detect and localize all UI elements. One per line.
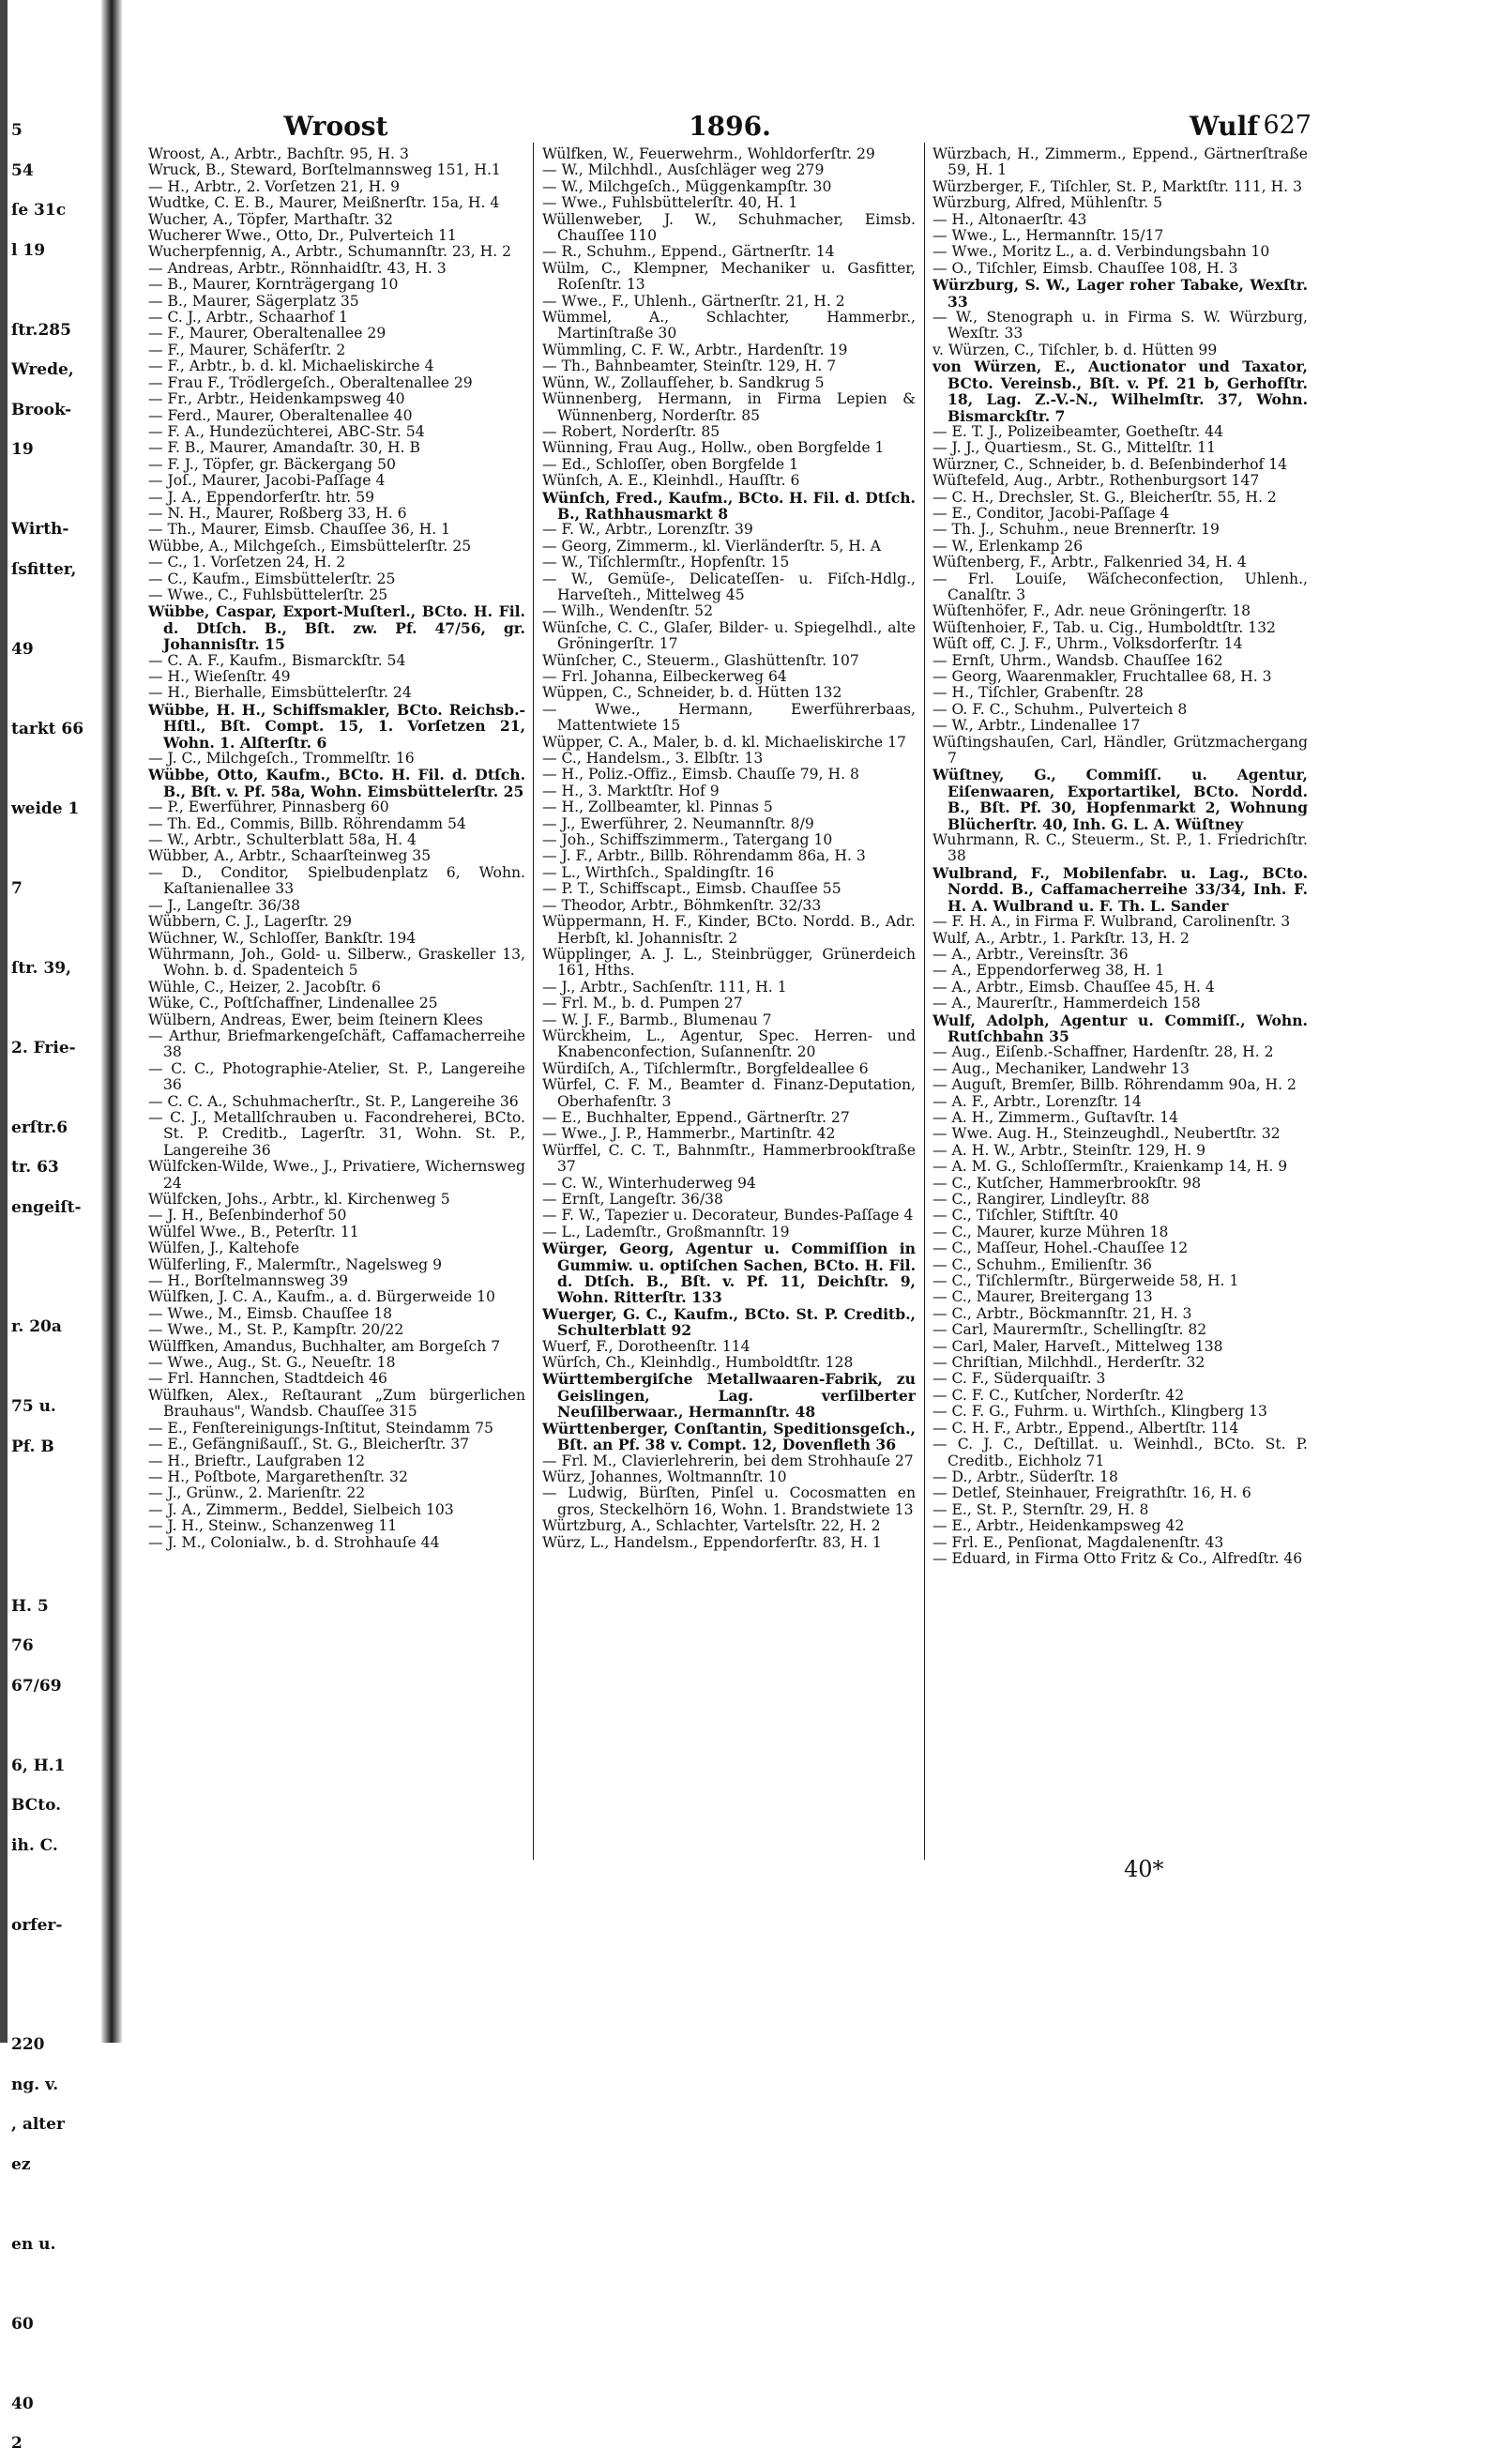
header-year: 1896. (689, 111, 771, 142)
previous-page-fragment: 75 u. (11, 1397, 56, 1416)
previous-page-fragment: Brook- (11, 400, 72, 419)
directory-entry: — Georg, Waarenmakler, Fruchtallee 68, H. 3 (932, 668, 1272, 685)
directory-entry: Württenberger, Conſtantin, Speditionsgeſch., Bſt. an Pf. 38 v. Compt. 12, Dovenfleth 36 (542, 1419, 916, 1454)
directory-entry: — C. H., Drechsler, St. G., Bleicherſtr. 55, H. 2 (932, 488, 1277, 506)
directory-entry: Wünning, Frau Aug., Hollw., oben Borgfelde 1 (542, 439, 885, 457)
directory-entry: Würz, Johannes, Woltmannſtr. 10 (542, 1468, 787, 1485)
directory-entry: Wucherpfennig, A., Arbtr., Schumannſtr. 23, H. 2 (148, 243, 512, 261)
directory-entry: — Wwe., M., St. P., Kampſtr. 20/22 (148, 1321, 404, 1339)
directory-entry: — C. H. F., Arbtr., Eppend., Albertſtr. 114 (932, 1419, 1239, 1437)
directory-entry: — Wwe. Aug. H., Steinzeughdl., Neubertſtr. 32 (932, 1125, 1281, 1143)
directory-entry: — B., Maurer, Kornträgergang 10 (148, 276, 399, 294)
directory-entry: — A. F., Arbtr., Lorenzſtr. 14 (932, 1092, 1142, 1110)
directory-entry: — E. T. J., Polizeibeamter, Goetheſtr. 44 (932, 422, 1224, 440)
directory-entry: Wülbern, Andreas, Ewer, beim ſteinern Klees (148, 1011, 483, 1028)
directory-entry: Wüſtenberg, F., Arbtr., Falkenried 34, H. 4 (932, 554, 1247, 571)
directory-entry: Wulbrand, F., Mobilenfabr. u. Lag., BCto. Nordd. B., Caffamacherreihe 33/34, Inh. F. H. A. Wulbrand u. F. Th. L. Sander (932, 863, 1308, 915)
directory-column-2 (542, 146, 916, 1551)
directory-entry: — W. J. F., Barmb., Blumenau 7 (542, 1011, 772, 1028)
directory-entry: — H., Wieſenſtr. 49 (148, 668, 291, 685)
directory-entry: — J. F., Arbtr., Billb. Röhrendamm 86a, H. 3 (542, 847, 866, 865)
directory-entry: — Th., Bahnbeamter, Steinſtr. 129, H. 7 (542, 357, 837, 375)
directory-entry: Wüſtefeld, Aug., Arbtr., Rothenburgsort 147 (932, 472, 1260, 490)
directory-entry: — C., Handelsm., 3. Elbſtr. 13 (542, 750, 764, 768)
previous-page-fragment: tr. 63 (11, 1158, 59, 1177)
directory-entry: — O., Tiſchler, Eimsb. Chauſſee 108, H. 3 (932, 259, 1238, 277)
previous-page-fragment (11, 1467, 105, 1507)
directory-page (148, 111, 1311, 1882)
directory-entry: — Frl. M., b. d. Pumpen 27 (542, 995, 743, 1012)
directory-entry: — Wwe., Moritz L., a. d. Verbindungsbahn 10 (932, 243, 1270, 261)
directory-entry: Würtzburg, A., Schlachter, Vartelsſtr. 22, H. 2 (542, 1517, 881, 1535)
directory-column-1 (148, 146, 525, 1551)
previous-page-fragment: 76 (11, 1636, 34, 1655)
directory-entry: von Würzen, E., Auctionator und Taxator, BCto. Vereinsb., Bſt. v. Pf. 21 b, Gerhofſtr. 18, Lag. Z.-V.-N., Wilhelmſtr. 37, Wohn. Bismarckſtr. 7 (932, 357, 1308, 425)
previous-page-margin (0, 0, 113, 2453)
previous-page-fragment (11, 1068, 105, 1108)
directory-entry: — L., Lademſtr., Großmannſtr. 19 (542, 1223, 790, 1240)
directory-entry: Wulf, A., Arbtr., 1. Parkſtr. 13, H. 2 (932, 929, 1190, 947)
directory-entry: — W., Milchhdl., Ausſchläger weg 279 (542, 161, 825, 179)
directory-entry: — Wwe., J. P., Hammerbr., Martinſtr. 42 (542, 1125, 836, 1143)
previous-page-fragment (11, 1865, 105, 1906)
directory-entry: — E., St. P., Sternſtr. 29, H. 8 (932, 1500, 1149, 1518)
directory-entry: — H., Zollbeamter, kl. Pinnas 5 (542, 799, 773, 816)
directory-entry: — Frl. Hannchen, Stadtdeich 46 (148, 1370, 387, 1388)
directory-entry: Wüllenweber, J. W., Schuhmacher, Eimsb. Chauſſee 110 (542, 210, 916, 245)
previous-page-fragment: 54 (11, 160, 34, 180)
previous-page-fragment: 2. Frie- (11, 1038, 76, 1057)
directory-entry: — C. J. C., Deſtillat. u. Weinhdl., BCto. St. P. Creditb., Eichholz 71 (932, 1436, 1308, 1469)
directory-entry: — H., Altonaerſtr. 43 (932, 210, 1087, 228)
directory-entry: — Wwe., Fuhlsbüttelerſtr. 40, H. 1 (542, 194, 798, 212)
previous-page-fragment (11, 470, 105, 510)
directory-entry: Wünſch, A. E., Kleinhdl., Hauſſtr. 6 (542, 472, 800, 490)
directory-entry: — C., Maurer, kurze Mühren 18 (932, 1223, 1169, 1240)
directory-entry: — F. W., Arbtr., Lorenzſtr. 39 (542, 521, 753, 539)
directory-entry: — A., Arbtr., Vereinsſtr. 36 (932, 945, 1129, 963)
previous-page-fragment: ez (11, 2154, 31, 2174)
previous-page-fragment: ſe 31c (11, 201, 67, 220)
directory-entry: — C., Kutſcher, Hammerbrookſtr. 98 (932, 1174, 1202, 1192)
directory-entry: Wübbern, C. J., Lagerſtr. 29 (148, 913, 353, 931)
directory-entry: — J. A., Eppendorferſtr. htr. 59 (148, 488, 375, 506)
directory-entry: — Frl. Johanna, Eilbeckerweg 64 (542, 668, 787, 685)
previous-page-fragment: ſsfitter, (11, 559, 77, 579)
directory-entry: — Ernſt, Langeſtr. 36/38 (542, 1191, 723, 1208)
directory-entry: Wüppen, C., Schneider, b. d. Hütten 132 (542, 684, 842, 702)
directory-entry: — C. F. C., Kutſcher, Norderſtr. 42 (932, 1386, 1185, 1404)
directory-entry: Wülfken, W., Feuerwehrm., Wohldorferſtr. 29 (542, 145, 875, 162)
directory-entry: Wülfken, J. C. A., Kaufm., a. d. Bürgerweide 10 (148, 1288, 495, 1306)
directory-entry: Würdiſch, A., Tiſchlermſtr., Borgfeldeallee 6 (542, 1059, 869, 1077)
directory-entry: — A. H., Zimmerm., Guſtavſtr. 14 (932, 1108, 1179, 1126)
directory-entry: — F. A., Hundezüchterei, ABC-Str. 54 (148, 422, 425, 440)
directory-entry: Wümmel, A., Schlachter, Hammerbr., Martinſtraße 30 (542, 309, 916, 342)
directory-entry: — D., Arbtr., Süderſtr. 18 (932, 1468, 1118, 1485)
directory-entry: — F. H. A., in Firma F. Wulbrand, Carolinenſtr. 3 (932, 913, 1291, 931)
directory-entry: Wülm, C., Klempner, Mechaniker u. Gasfitter, Roſenſtr. 13 (542, 259, 916, 294)
directory-entry: — Wwe., Hermann, Ewerführerbaas, Mattentwiete 15 (542, 700, 916, 735)
header-left-keyword: Wroost (283, 111, 388, 142)
directory-entry: Wroost, A., Arbtr., Bachſtr. 95, H. 3 (148, 145, 409, 162)
directory-entry: Wülfen, J., Kaltehofe (148, 1240, 300, 1257)
directory-entry: — C. C. A., Schuhmacherſtr., St. P., Langereihe 36 (148, 1092, 519, 1110)
directory-entry: Wünnenberg, Hermann, in Firma Lepien & Wünnenberg, Norderſtr. 85 (542, 390, 916, 424)
header-right-keyword: Wulf (1190, 111, 1259, 142)
directory-entry: — A. H. W., Arbtr., Steinſtr. 129, H. 9 (932, 1141, 1205, 1159)
directory-entry: — C., Tiſchler, Stiftſtr. 40 (932, 1207, 1119, 1224)
directory-entry: — Joh., Schiffszimmerm., Tatergang 10 (542, 831, 833, 849)
directory-entry: Wuerger, G. C., Kaufm., BCto. St. P. Creditb., Schulterblatt 92 (542, 1304, 916, 1340)
directory-entry: — Th. J., Schuhm., neue Brennerſtr. 19 (932, 521, 1220, 539)
directory-entry: — O. F. C., Schuhm., Pulverteich 8 (932, 700, 1188, 718)
previous-page-fragment: 19 (11, 440, 34, 459)
directory-entry: Wüke, C., Poſtſchaffner, Lindenallee 25 (148, 995, 438, 1012)
directory-entry: Wümmling, C. F. W., Arbtr., Hardenſtr. 19 (542, 341, 848, 358)
previous-page-fragment (11, 988, 105, 1028)
previous-page-fragment (11, 2344, 105, 2384)
directory-entry: v. Würzen, C., Tiſchler, b. d. Hütten 99 (932, 341, 1218, 358)
directory-entry: — F. B., Maurer, Amandaſtr. 30, H. B (148, 439, 420, 457)
directory-entry: — A. M. G., Schloſſermſtr., Kraienkamp 14, H. 9 (932, 1158, 1288, 1176)
directory-entry: Wülfken, Alex., Reſtaurant „Zum bürgerlichen Brauhaus", Wandsb. Chauſſee 315 (148, 1386, 525, 1421)
directory-entry: Wüpplinger, A. J. L., Steinbrügger, Grünerdeich 161, Hths. (542, 945, 916, 980)
directory-entry: — F., Maurer, Oberaltenallee 29 (148, 325, 387, 342)
directory-entry: — P. T., Schiffscapt., Eimsb. Chauſſee 55 (542, 880, 841, 898)
directory-entry: — W., Arbtr., Lindenallee 17 (932, 717, 1141, 735)
directory-entry: — H., Brieftr., Laufgraben 12 (148, 1452, 366, 1469)
book-gutter (101, 0, 122, 2043)
directory-entry: — Georg, Zimmerm., kl. Vierländerſtr. 5, H. A (542, 537, 882, 555)
directory-entry: Wüſtenhöfer, F., Adr. neue Gröningerſtr. 18 (932, 602, 1251, 620)
previous-page-fragment: Pf. B (11, 1437, 54, 1456)
column-divider (533, 143, 534, 1860)
directory-entry: Wübbe, Otto, Kaufm., BCto. H. Fil. d. Dtſch. B., Bſt. v. Pf. 58a, Wohn. Eimsbüttelerſtr. 25 (148, 766, 525, 800)
directory-entry: — J., Grünw., 2. Marienſtr. 22 (148, 1484, 366, 1502)
directory-entry: — F. J., Töpfer, gr. Bäckergang 50 (148, 455, 396, 473)
previous-page-fragment: l 19 (11, 240, 46, 260)
directory-entry: Wülfcken, Johs., Arbtr., kl. Kirchenweg 5 (148, 1191, 450, 1208)
directory-entry: — Wwe., Aug., St. G., Neueſtr. 18 (148, 1354, 396, 1372)
directory-entry: — C. J., Metallſchrauben u. Facondreherei, BCto. St. P. Creditb., Lagerſtr. 31, Wohn. St. P., Langereihe 36 (148, 1108, 525, 1159)
directory-entry: — Chriſtian, Milchhdl., Herderſtr. 32 (932, 1354, 1205, 1372)
directory-entry: — H., Bierhalle, Eimsbüttelerſtr. 24 (148, 684, 412, 702)
directory-entry: — W., Stenograph u. in Firma S. W. Würzburg, Wexſtr. 33 (932, 309, 1308, 342)
directory-entry: — R., Schuhm., Eppend., Gärtnerſtr. 14 (542, 243, 835, 261)
directory-entry: Wübber, A., Arbtr., Schaarſteinweg 35 (148, 847, 432, 865)
directory-entry: — E., Gefängnißauſſ., St. G., Bleicherſtr. 37 (148, 1436, 470, 1453)
directory-entry: Württembergiſche Metallwaaren-Fabrik, zu Geislingen, Lag. verſilberter Neuſilberwaar., Hermannſtr. 48 (542, 1370, 916, 1422)
directory-entry: — Th., Maurer, Eimsb. Chauſſee 36, H. 1 (148, 521, 451, 539)
directory-entry: — Wwe., C., Fuhlsbüttelerſtr. 25 (148, 586, 388, 603)
directory-entry: Wünſche, C. C., Glaſer, Bilder- u. Spiegelhdl., alte Gröningerſtr. 17 (542, 618, 916, 653)
previous-page-fragment (11, 829, 105, 869)
directory-entry: — C., Tiſchlermſtr., Bürgerweide 58, H. 1 (932, 1272, 1239, 1290)
directory-entry: Würzberger, F., Tiſchler, St. P., Marktſtr. 111, H. 3 (932, 177, 1303, 195)
directory-entry: — C., Maſſeur, Hohel.-Chauſſee 12 (932, 1240, 1189, 1257)
directory-entry: — C. J., Arbtr., Schaarhof 1 (148, 309, 348, 327)
directory-entry: — Robert, Norderſtr. 85 (542, 422, 720, 440)
directory-entry: — Wwe., L., Hermannſtr. 15/17 (932, 227, 1164, 245)
directory-entry: — W., Erlenkamp 26 (932, 537, 1084, 555)
directory-entry: Würffel, C. C. T., Bahnmſtr., Hammerbrookſtraße 37 (542, 1141, 916, 1176)
directory-entry: — Aug., Mechaniker, Landwehr 13 (932, 1059, 1190, 1077)
directory-entry: — H., Borſtelmannsweg 39 (148, 1272, 349, 1290)
directory-entry: Wübbe, A., Milchgeſch., Eimsbüttelerſtr. 25 (148, 537, 472, 555)
directory-entry: — Frau F., Trödlergeſch., Oberaltenallee 29 (148, 373, 473, 391)
directory-entry: Wührmann, Joh., Gold- u. Silberw., Graskeller 13, Wohn. b. d. Spadenteich 5 (148, 945, 525, 980)
previous-page-fragment: ſtr.285 (11, 320, 71, 340)
directory-entry: Wuerf, F., Dorotheenſtr. 114 (542, 1337, 750, 1355)
previous-page-fragments (11, 111, 105, 2464)
directory-entry: Würſch, Ch., Kleinhdlg., Humboldtſtr. 128 (542, 1354, 854, 1372)
previous-page-fragment: Wirth- (11, 520, 69, 539)
previous-page-fragment: BCto. (11, 1796, 62, 1815)
directory-entry: Wühle, C., Heizer, 2. Jacobſtr. 6 (148, 978, 381, 996)
directory-entry: — J., Arbtr., Sachſenſtr. 111, H. 1 (542, 978, 787, 996)
page-header (148, 111, 1311, 144)
book-edge-shadow (0, 0, 8, 2043)
previous-page-fragment: en u. (11, 2234, 56, 2254)
directory-entry: — C. F., Süderquaiſtr. 3 (932, 1370, 1106, 1388)
page-number: 627 (1263, 111, 1311, 140)
previous-page-fragment (11, 589, 105, 630)
directory-entry: Würger, Georg, Agentur u. Commiſſion in Gummiw. u. optiſchen Sachen, BCto. H. Fil. d. Dtſch. B., Bſt. v. Pf. 11, Deichſtr. 9, Wohn. Ritterſtr. 133 (542, 1240, 916, 1307)
directory-entry: — D., Conditor, Spielbudenplatz 6, Wohn. Kaſtanienallee 33 (148, 863, 525, 898)
directory-entry: — H., Arbtr., 2. Vorſetzen 21, H. 9 (148, 177, 401, 195)
directory-entry: — H., 3. Marktſtr. Hof 9 (542, 782, 720, 799)
directory-entry: Wülferling, F., Malermſtr., Nagelsweg 9 (148, 1255, 442, 1273)
directory-entry: — J., Ewerführer, 2. Neumannſtr. 8/9 (542, 814, 814, 832)
directory-entry: — P., Ewerführer, Pinnasberg 60 (148, 799, 389, 816)
previous-page-fragment (11, 1227, 105, 1268)
directory-entry: Wucherer Wwe., Otto, Dr., Pulverteich 11 (148, 227, 457, 245)
directory-entry: — Wwe., M., Eimsb. Chauſſee 18 (148, 1304, 393, 1322)
directory-entry: — Wilh., Wendenſtr. 52 (542, 602, 714, 620)
previous-page-fragment: tarkt 66 (11, 719, 84, 738)
previous-page-fragment: r. 20a (11, 1317, 62, 1336)
previous-page-fragment: 2 (11, 2434, 23, 2453)
directory-entry: Wulf, Adolph, Agentur u. Commiſſ., Wohn. Rutſchbahn 35 (932, 1011, 1308, 1045)
directory-entry: Würzbach, H., Zimmerm., Eppend., Gärtnerſtraße 59, H. 1 (932, 145, 1308, 179)
directory-entry: — Auguſt, Bremſer, Billb. Röhrendamm 90a, H. 2 (932, 1076, 1296, 1094)
directory-entry: — Detlef, Steinhauer, Freigrathſtr. 16, H. 6 (932, 1484, 1251, 1502)
previous-page-fragment (11, 1268, 105, 1308)
directory-entry: — Wwe., F., Uhlenh., Gärtnerſtr. 21, H. 2 (542, 292, 845, 310)
previous-page-fragment (11, 1985, 105, 2026)
previous-page-fragment: erſtr.6 (11, 1118, 68, 1137)
directory-entry: — Ed., Schloſſer, oben Borgfelde 1 (542, 455, 799, 473)
previous-page-fragment (11, 2264, 105, 2304)
directory-entry: — Aug., Eiſenb.-Schaffner, Hardenſtr. 28, H. 2 (932, 1043, 1274, 1061)
directory-entry: — N. H., Maurer, Roßberg 33, H. 6 (148, 504, 407, 522)
directory-entry: — C., Rangirer, Lindleyſtr. 88 (932, 1191, 1150, 1208)
directory-entry: Wübbe, Caspar, Export-Muſterl., BCto. H. Fil. d. Dtſch. B., Bſt. zw. Pf. 47/56, gr. Johannisſtr. 15 (148, 602, 525, 654)
directory-entry: Wübbe, H. H., Schiffsmakler, BCto. Reichsb.-Hſtl., Bſt. Compt. 15, 1. Vorſetzen 21, Wohn. 1. Alſterſtr. 6 (148, 700, 525, 752)
directory-entry: Wüchner, W., Schloſſer, Bankſtr. 194 (148, 929, 417, 947)
directory-entry: — Frl. E., Penſionat, Magdalenenſtr. 43 (932, 1533, 1224, 1551)
directory-entry: — Andreas, Arbtr., Rönnhaidſtr. 43, H. 3 (148, 259, 447, 277)
directory-entry: Wülfel Wwe., B., Peterſtr. 11 (148, 1223, 359, 1240)
previous-page-fragment: 5 (11, 121, 23, 140)
directory-entry: Wudtke, C. E. B., Maurer, Meißnerſtr. 15a, H. 4 (148, 194, 500, 212)
directory-entry: — C. C., Photographie-Atelier, St. P., Langereihe 36 (148, 1059, 525, 1094)
previous-page-fragment (11, 270, 105, 311)
directory-entry: — W., Arbtr., Schulterblatt 58a, H. 4 (148, 831, 417, 849)
directory-entry: — H., Poſtbote, Margarethenſtr. 32 (148, 1468, 408, 1485)
previous-page-fragment: weide 1 (11, 799, 80, 818)
directory-entry: — E., Buchhalter, Eppend., Gärtnerſtr. 27 (542, 1108, 850, 1126)
directory-entry: — C. W., Winterhuderweg 94 (542, 1174, 756, 1192)
previous-page-fragment: 40 (11, 2394, 34, 2413)
directory-entry: Wruck, B., Steward, Borſtelmannsweg 151, H.1 (148, 161, 501, 179)
directory-entry: — J. H., Beſenbinderhof 50 (148, 1207, 347, 1224)
previous-page-fragment: 67/69 (11, 1676, 62, 1696)
directory-entry: — H., Poliz.-Offiz., Eimsb. Chauſſe 79, H. 8 (542, 766, 859, 783)
directory-entry: — Arthur, Briefmarkengeſchäft, Caffamacherreihe 38 (148, 1027, 525, 1061)
directory-entry: Würckheim, L., Agentur, Spec. Herren- und Knabenconfection, Suſannenſtr. 20 (542, 1027, 916, 1061)
directory-entry: — J. C., Milchgeſch., Trommelſtr. 16 (148, 750, 415, 768)
previous-page-fragment: 6, H.1 (11, 1756, 66, 1775)
directory-entry: — Eduard, in Firma Otto Fritz & Co., Alfredſtr. 46 (932, 1549, 1303, 1567)
directory-entry: Wülffken, Amandus, Buchhalter, am Borgeſch 7 (148, 1337, 501, 1355)
directory-entry: — E., Arbtr., Heidenkampsweg 42 (932, 1517, 1185, 1535)
directory-entry: — Carl, Maler, Harveſt., Mittelweg 138 (932, 1337, 1223, 1355)
previous-page-fragment (11, 749, 105, 789)
directory-entry: — Carl, Maurermſtr., Schellingſtr. 82 (932, 1321, 1207, 1339)
directory-entry: — J. M., Colonialw., b. d. Strohhauſe 44 (148, 1533, 440, 1551)
directory-entry: — Frl. M., Clavierlehrerin, bei dem Strohhauſe 27 (542, 1452, 914, 1469)
directory-entry: — H., Tiſchler, Grabenſtr. 28 (932, 684, 1144, 702)
directory-entry: Wüppermann, H. F., Kinder, BCto. Nordd. B., Adr. Herbſt, kl. Johannisſtr. 2 (542, 913, 916, 947)
directory-entry: — Ludwig, Bürſten, Pinſel u. Cocosmatten en gros, Steckelhörn 16, Wohn. 1. Brandstwiete 13 (542, 1484, 916, 1518)
directory-entry: — A., Eppendorferweg 38, H. 1 (932, 962, 1165, 980)
previous-page-fragment (11, 908, 105, 949)
directory-column-3 (932, 146, 1308, 1567)
directory-entry: — Fr., Arbtr., Heidenkampsweg 40 (148, 390, 405, 408)
directory-entry: Wüſtenhoier, F., Tab. u. Cig., Humboldtſtr. 132 (932, 618, 1276, 636)
previous-page-fragment: H. 5 (11, 1596, 49, 1616)
previous-page-fragment (11, 1546, 105, 1587)
directory-entry: — E., Conditor, Jacobi-Paſſage 4 (932, 504, 1170, 522)
printer-signature: 40* (1124, 1856, 1164, 1882)
directory-entry: Wülfcken-Wilde, Wwe., J., Privatiere, Wichernsweg 24 (148, 1158, 525, 1192)
previous-page-fragment: 60 (11, 2314, 34, 2334)
column-divider (924, 143, 925, 1860)
directory-entry: — C., Arbtr., Böckmannſtr. 21, H. 3 (932, 1304, 1192, 1322)
directory-entry: — Joſ., Maurer, Jacobi-Paſſage 4 (148, 472, 386, 490)
previous-page-fragment (11, 2184, 105, 2225)
previous-page-fragment: ng. v. (11, 2075, 59, 2094)
previous-page-fragment: , alter (11, 2115, 65, 2134)
directory-entry: — F., Maurer, Schäferſtr. 2 (148, 341, 346, 358)
directory-entry: Wucher, A., Töpfer, Marthaſtr. 32 (148, 210, 393, 228)
previous-page-fragment: ſtr. 39, (11, 958, 71, 978)
directory-entry: Würfel, C. F. M., Beamter d. Finanz-Deputation, Oberhafenſtr. 3 (542, 1076, 916, 1110)
directory-entry: Wüpper, C. A., Maler, b. d. kl. Michaeliskirche 17 (542, 733, 906, 751)
directory-entry: — L., Wirthſch., Spaldingſtr. 16 (542, 863, 775, 881)
previous-page-fragment: ih. C. (11, 1835, 58, 1855)
directory-entry: — J. A., Zimmerm., Beddel, Sielbeich 103 (148, 1500, 454, 1518)
directory-entry: Würz, L., Handelsm., Eppendorferſtr. 83, H. 1 (542, 1533, 882, 1551)
directory-entry: Wuhrmann, R. C., Steuerm., St. P., 1. Friedrichſtr. 38 (932, 831, 1308, 865)
directory-entry: — Ernſt, Uhrm., Wandsb. Chauſſee 162 (932, 651, 1223, 669)
directory-entry: Wüſtney, G., Commiſſ. u. Agentur, Eiſenwaaren, Exportartikel, BCto. Nordd. B., Bſt. Pf. 30, Hopfenmarkt 2, Wohnung Blücherſtr. 40, Inh. G. L. A. Wüſtney (932, 766, 1308, 833)
directory-entry: — C., Maurer, Breitergang 13 (932, 1288, 1153, 1306)
directory-entry: Wüſt off, C. J. F., Uhrm., Volksdorferſtr. 14 (932, 635, 1243, 653)
directory-entry: Würzburg, S. W., Lager roher Tabake, Wexſtr. 33 (932, 276, 1308, 311)
directory-entry: — Frl. Louiſe, Wäſcheconfection, Uhlenh., Canalſtr. 3 (932, 570, 1308, 603)
directory-entry: — C., Schuhm., Emilienſtr. 36 (932, 1255, 1152, 1273)
directory-entry: Würzner, C., Schneider, b. d. Beſenbinderhof 14 (932, 455, 1288, 473)
directory-entry: — A., Maurerſtr., Hammerdeich 158 (932, 995, 1201, 1012)
previous-page-fragment: 49 (11, 639, 34, 659)
previous-page-fragment: engeiſt- (11, 1197, 82, 1217)
directory-entry: — W., Milchgeſch., Müggenkampſtr. 30 (542, 177, 832, 195)
directory-entry: — Theodor, Arbtr., Böhmkenſtr. 32/33 (542, 896, 822, 914)
directory-entry: — J., Langeſtr. 36/38 (148, 896, 300, 914)
previous-page-fragment: 220 (11, 2035, 45, 2054)
directory-entry: Wünn, W., Zollaufſeher, b. Sandkrug 5 (542, 373, 825, 391)
previous-page-fragment (11, 1347, 105, 1388)
directory-entry: — C. F. G., Fuhrm. u. Wirthſch., Klingberg 13 (932, 1403, 1267, 1421)
directory-entry: — C. A. F., Kaufm., Bismarckſtr. 54 (148, 651, 406, 669)
directory-entry: — Th. Ed., Commis, Billb. Röhrendamm 54 (148, 814, 466, 832)
directory-entry: — W., Gemüſe-, Delicateſſen- u. Fiſch-Hdlg., Harveſteh., Mittelweg 45 (542, 570, 916, 603)
directory-entry: Wünſcher, C., Steuerm., Glashüttenſtr. 107 (542, 651, 859, 669)
directory-entry: — F. W., Tapezier u. Decorateur, Bundes-Paſſage 4 (542, 1207, 914, 1224)
previous-page-fragment (11, 1507, 105, 1547)
previous-page-fragment (11, 1945, 105, 1985)
previous-page-fragment (11, 1706, 105, 1746)
directory-entry: — J. H., Steinw., Schanzenweg 11 (148, 1517, 398, 1535)
directory-entry: — F., Arbtr., b. d. kl. Michaeliskirche 4 (148, 357, 434, 375)
previous-page-fragment: Wrede, (11, 360, 74, 379)
directory-entry: — W., Tiſchlermſtr., Hopfenſtr. 15 (542, 554, 790, 571)
directory-entry: — E., Fenſtereinigungs-Inſtitut, Steindamm 75 (148, 1419, 493, 1437)
directory-entry: — Ferd., Maurer, Oberaltenallee 40 (148, 406, 413, 424)
directory-entry: — A., Arbtr., Eimsb. Chauſſee 45, H. 4 (932, 978, 1215, 996)
directory-entry: — J. J., Quartiesm., St. G., Mittelſtr. 11 (932, 439, 1217, 457)
directory-entry: Wüſtingshauſen, Carl, Händler, Grützmachergang 7 (932, 733, 1308, 768)
previous-page-fragment (11, 669, 105, 709)
previous-page-fragment: 7 (11, 878, 23, 898)
previous-page-fragment: orfer- (11, 1915, 63, 1935)
directory-entry: — C., Kaufm., Eimsbüttelerſtr. 25 (148, 570, 396, 587)
directory-entry: — C., 1. Vorſetzen 24, H. 2 (148, 554, 346, 571)
directory-entry: Würzburg, Alfred, Mühlenſtr. 5 (932, 194, 1163, 212)
directory-entry: Wünſch, Fred., Kaufm., BCto. H. Fil. d. Dtſch. B., Rathhausmarkt 8 (542, 488, 916, 523)
directory-entry: — B., Maurer, Sägerplatz 35 (148, 292, 359, 310)
